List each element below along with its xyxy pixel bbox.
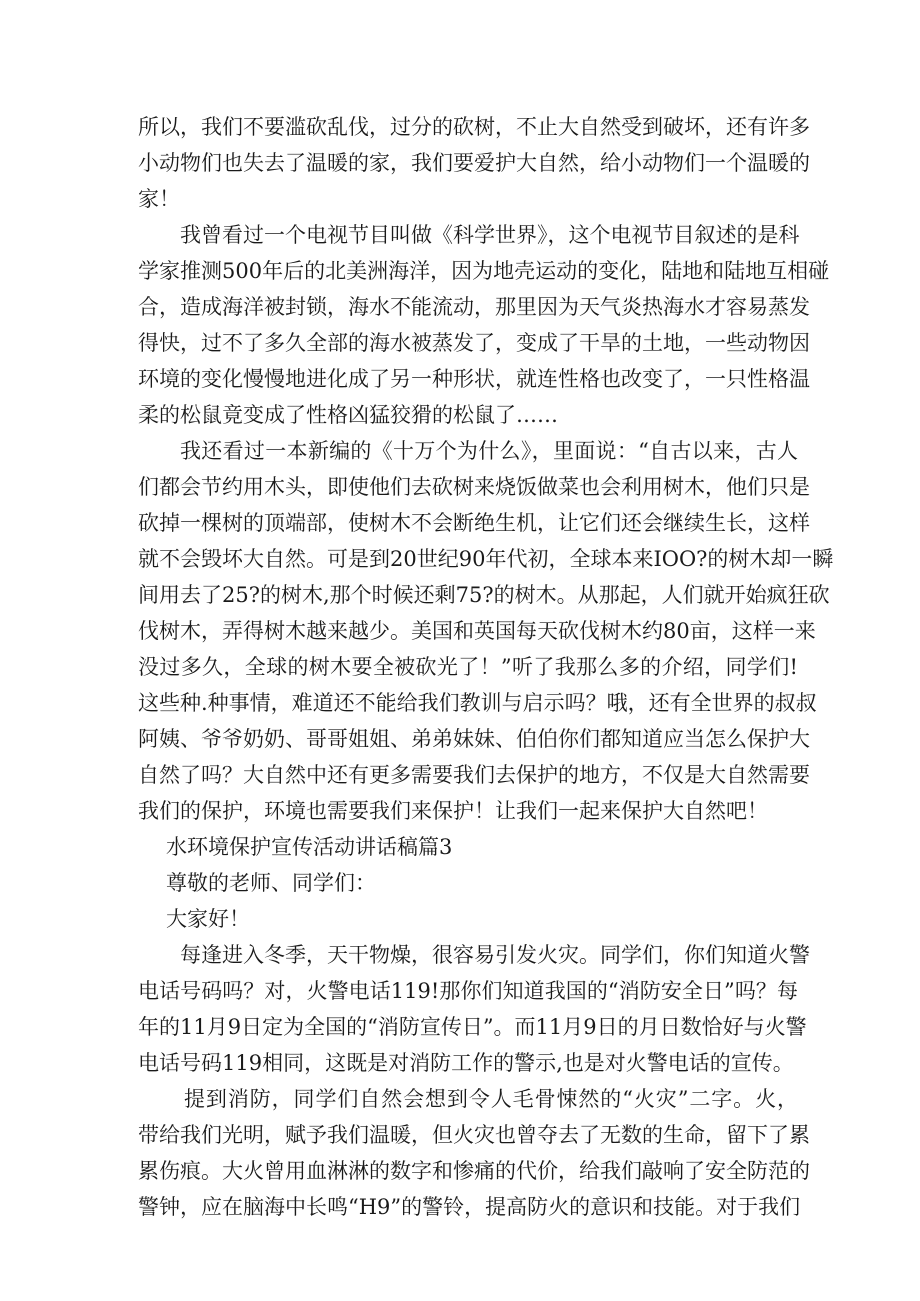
text-line-14: 间用去了25?的树木,那个时候还剩75?的树木。从那起，人们就开始疯狂砍	[138, 583, 830, 607]
text-line-17: 这些种.种事情，难道还不能给我们教训与启示吗？哦，还有全世界的叔叔	[138, 691, 817, 715]
text-line-11: 们都会节约用木头，即使他们去砍树来烧饭做菜也会利用树木，他们只是	[138, 475, 810, 499]
text-line-1: 所以，我们不要滥砍乱伐，过分的砍树，不止大自然受到破坏，还有许多	[138, 115, 810, 139]
text-line-10: 我还看过一本新编的《十万个为什么》，里面说：“自古以来，古人	[180, 439, 798, 463]
text-line-27: 电话号码119相同，这既是对消防工作的警示,也是对火警电话的宣传。	[138, 1051, 794, 1075]
text-line-19: 自然了吗？大自然中还有更多需要我们去保护的地方，不仅是大自然需要	[138, 763, 810, 787]
text-line-12: 砍掉一棵树的顶端部，使树木不会断绝生机，让它们还会继续生长，这样	[138, 511, 810, 535]
text-line-13: 就不会毁坏大自然。可是到20世纪90年代初，全球本来IOO?的树木却一瞬	[138, 547, 834, 571]
section-heading: 水环境保护宣传活动讲话稿篇3	[166, 835, 453, 859]
text-line-25: 电话号码吗？对，火警电话119!那你们知道我国的“消防安全日”吗？每	[138, 979, 798, 1003]
greeting: 大家好！	[166, 907, 250, 931]
text-line-8: 环境的变化慢慢地进化成了另一种形状，就连性格也改变了，一只性格温	[138, 367, 810, 391]
text-line-24: 每逢进入冬季，天干物燥，很容易引发火灾。同学们，你们知道火警	[180, 943, 810, 967]
text-line-26: 年的11月9日定为全国的“消防宣传日”。而11月9日的月日数恰好与火警	[138, 1015, 807, 1039]
text-line-29: 带给我们光明，赋予我们温暖，但火灾也曾夺去了无数的生命，留下了累	[138, 1123, 810, 1147]
text-line-28: 提到消防，同学们自然会想到令人毛骨悚然的“火灾”二字。火，	[184, 1087, 798, 1111]
text-line-7: 得快，过不了多久全部的海水被蒸发了，变成了干旱的土地，一些动物因	[138, 331, 810, 355]
text-line-2: 小动物们也失去了温暖的家，我们要爱护大自然，给小动物们一个温暖的	[138, 151, 810, 175]
salutation: 尊敬的老师、同学们：	[166, 871, 376, 895]
text-line-4: 我曾看过一个电视节目叫做《科学世界》，这个电视节目叙述的是科	[180, 223, 800, 247]
text-line-30: 累伤痕。大火曾用血淋淋的数字和惨痛的代价，给我们敲响了安全防范的	[138, 1159, 810, 1183]
text-line-18: 阿姨、爷爷奶奶、哥哥姐姐、弟弟妹妹、伯伯你们都知道应当怎么保护大	[138, 727, 810, 751]
text-line-9: 柔的松鼠竟变成了性格凶猛狡猾的松鼠了……	[138, 403, 558, 427]
text-line-3: 家！	[138, 187, 180, 211]
text-line-5: 学家推测500年后的北美洲海洋，因为地壳运动的变化，陆地和陆地互相碰	[138, 259, 830, 283]
text-line-6: 合，造成海洋被封锁，海水不能流动，那里因为天气炎热海水才容易蒸发	[138, 295, 810, 319]
text-line-15: 伐树木，弄得树木越来越少。美国和英国每天砍伐树木约80亩，这样一来	[138, 619, 816, 643]
text-line-31: 警钟，应在脑海中长鸣“H9”的警铃，提高防火的意识和技能。对于我们	[138, 1195, 801, 1219]
text-line-20: 我们的保护，环境也需要我们来保护！让我们一起来保护大自然吧！	[138, 799, 768, 823]
text-line-16: 没过多久，全球的树木要全被砍光了！”听了我那么多的介绍，同学们!	[138, 655, 798, 679]
